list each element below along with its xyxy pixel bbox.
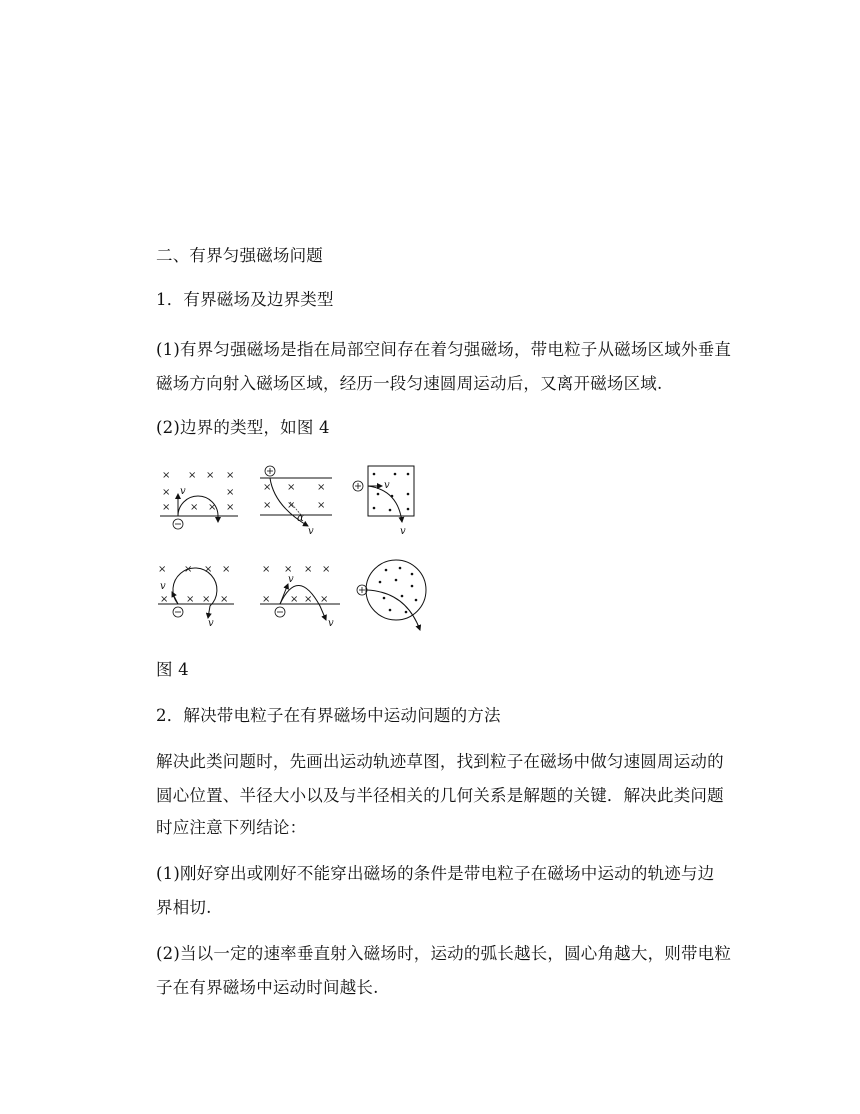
paragraph-2: (2)边界的类型，如图 4 xyxy=(156,418,330,437)
svg-text:×: × xyxy=(206,470,215,481)
svg-text:×: × xyxy=(304,594,313,605)
velocity-label-exit: v xyxy=(208,618,214,629)
velocity-label-exit: v xyxy=(400,526,406,537)
svg-text:×: × xyxy=(226,470,235,481)
conclusion-1-line-2: 界相切. xyxy=(156,898,212,917)
svg-text:×: × xyxy=(287,482,296,493)
svg-text:×: × xyxy=(284,564,293,575)
svg-text:×: × xyxy=(226,502,235,513)
figure-caption: 图 4 xyxy=(156,660,189,679)
fig-double-boundary-positive xyxy=(260,466,332,537)
conclusion-2-line-1: (2)当以一定的速率垂直射入磁场时，运动的弧长越长，圆心角越大，则带电粒 xyxy=(156,944,732,963)
svg-text:×: × xyxy=(186,594,195,605)
svg-text:×: × xyxy=(190,502,199,513)
trajectory-major-arc xyxy=(173,568,217,618)
svg-text:×: × xyxy=(208,502,217,513)
fig-circular-boundary xyxy=(357,560,426,630)
svg-text:×: × xyxy=(226,487,235,498)
svg-text:×: × xyxy=(202,594,211,605)
velocity-label: v xyxy=(288,574,294,585)
paragraph-3-line-3: 时应注意下列结论： xyxy=(156,818,307,837)
trajectory-arc xyxy=(367,590,420,630)
paragraph-3-line-2: 圆心位置、半径大小以及与半径相关的几何关系是解题的关键．解决此类问题 xyxy=(156,786,724,805)
paragraph-3-line-1: 解决此类问题时，先画出运动轨迹草图，找到粒子在磁场中做匀速圆周运动的 xyxy=(156,752,724,771)
into-page-field-marks xyxy=(162,470,234,513)
svg-text:×: × xyxy=(188,470,197,481)
svg-text:×: × xyxy=(158,564,167,575)
fig-square-boundary xyxy=(353,466,414,537)
figure-4-boundary-types xyxy=(150,456,450,646)
fig-single-boundary-negative xyxy=(160,470,238,529)
svg-text:×: × xyxy=(222,564,231,575)
svg-text:×: × xyxy=(160,594,169,605)
velocity-arrow xyxy=(172,592,178,604)
circular-field-region xyxy=(366,560,426,620)
out-of-page-field-dots xyxy=(373,473,410,512)
svg-text:×: × xyxy=(263,500,272,511)
velocity-label: v xyxy=(384,480,390,491)
fig-single-boundary-minor-arc xyxy=(260,564,340,629)
svg-text:×: × xyxy=(290,594,299,605)
svg-text:×: × xyxy=(220,594,229,605)
velocity-label: v xyxy=(160,581,166,592)
velocity-label-exit: v xyxy=(328,618,334,629)
conclusion-2-line-2: 子在有界磁场中运动时间越长. xyxy=(156,978,379,997)
figure-4-svg xyxy=(150,456,450,646)
velocity-label: v xyxy=(308,526,314,537)
svg-text:×: × xyxy=(317,500,326,511)
svg-text:×: × xyxy=(317,482,326,493)
svg-text:×: × xyxy=(162,502,171,513)
svg-text:×: × xyxy=(184,564,193,575)
svg-text:×: × xyxy=(320,594,329,605)
out-of-page-field-dots xyxy=(379,567,418,614)
conclusion-1-line-1: (1)刚好穿出或刚好不能穿出磁场的条件是带电粒子在磁场中运动的轨迹与边 xyxy=(156,864,715,883)
subsection-title-1: 1．有界磁场及边界类型 xyxy=(156,290,334,309)
svg-text:×: × xyxy=(262,594,271,605)
svg-text:×: × xyxy=(162,487,171,498)
velocity-arrow xyxy=(280,584,288,604)
into-page-field-marks xyxy=(158,564,230,605)
svg-text:×: × xyxy=(162,470,171,481)
angle-label: α xyxy=(297,513,304,524)
fig-single-boundary-large-arc xyxy=(158,564,234,629)
into-page-field-marks xyxy=(262,564,330,605)
velocity-label: v xyxy=(180,486,186,497)
svg-text:×: × xyxy=(287,500,296,511)
svg-text:×: × xyxy=(204,564,213,575)
svg-text:×: × xyxy=(304,564,313,575)
paragraph-1-line-1: (1)有界匀强磁场是指在局部空间存在着匀强磁场，带电粒子从磁场区域外垂直 xyxy=(156,340,732,359)
subsection-title-2: 2．解决带电粒子在有界磁场中运动问题的方法 xyxy=(156,706,501,725)
section-title: 二、有界匀强磁场问题 xyxy=(156,246,323,265)
svg-text:×: × xyxy=(322,564,331,575)
svg-text:×: × xyxy=(262,564,271,575)
trajectory-arc xyxy=(368,486,402,522)
paragraph-1-line-2: 磁场方向射入磁场区域，经历一段匀速圆周运动后，又离开磁场区域. xyxy=(156,374,663,393)
svg-text:×: × xyxy=(263,482,272,493)
